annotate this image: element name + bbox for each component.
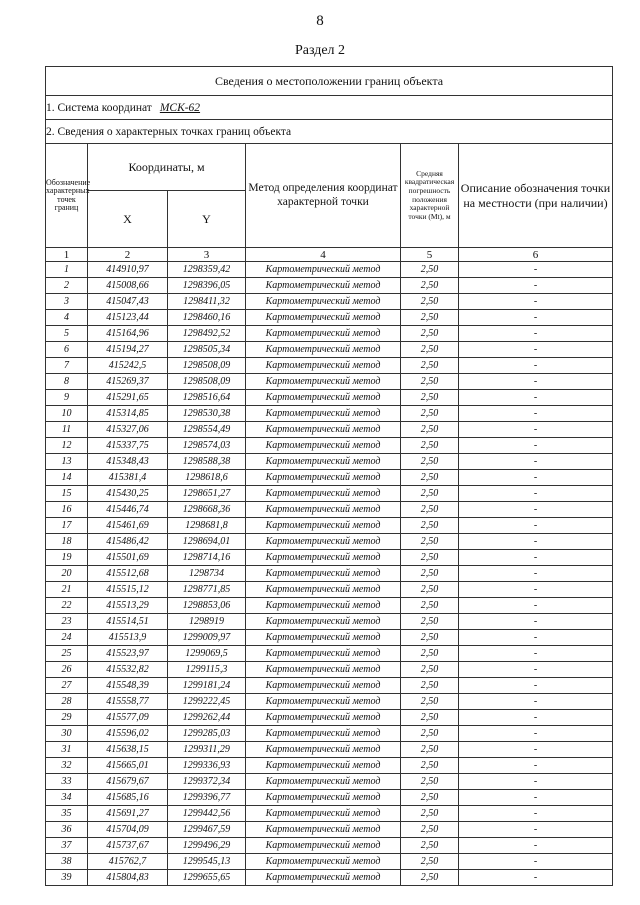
- table-row: [46, 390, 613, 406]
- cell-method: Картометрический метод: [246, 534, 401, 550]
- cell-point-number: 10: [46, 406, 88, 422]
- cell-x: 415515,12: [88, 582, 168, 598]
- cell-method: Картометрический метод: [246, 438, 401, 454]
- cell-error: 2,50: [401, 678, 459, 694]
- cell-description: -: [459, 342, 613, 358]
- cell-x: 415381,4: [88, 470, 168, 486]
- cell-description: -: [459, 278, 613, 294]
- cell-point-number: 18: [46, 534, 88, 550]
- cell-method: Картометрический метод: [246, 758, 401, 774]
- cell-error: 2,50: [401, 854, 459, 870]
- cell-point-number: 11: [46, 422, 88, 438]
- cell-y: 1298508,09: [168, 374, 246, 390]
- cell-error: 2,50: [401, 262, 459, 278]
- cell-point-number: 12: [46, 438, 88, 454]
- cell-description: -: [459, 390, 613, 406]
- cell-error: 2,50: [401, 486, 459, 502]
- cell-description: -: [459, 502, 613, 518]
- cell-y: 1299545,13: [168, 854, 246, 870]
- cell-description: -: [459, 662, 613, 678]
- cell-point-number: 7: [46, 358, 88, 374]
- cell-description: -: [459, 726, 613, 742]
- column-number: 1: [46, 248, 88, 262]
- cell-point-number: 23: [46, 614, 88, 630]
- cell-error: 2,50: [401, 598, 459, 614]
- cell-method: Картометрический метод: [246, 790, 401, 806]
- cell-method: Картометрический метод: [246, 598, 401, 614]
- coordinate-system-label: 1. Система координат: [46, 101, 152, 114]
- cell-error: 2,50: [401, 822, 459, 838]
- cell-x: 415548,39: [88, 678, 168, 694]
- cell-error: 2,50: [401, 694, 459, 710]
- cell-method: Картометрический метод: [246, 374, 401, 390]
- table-row: [46, 326, 613, 342]
- cell-error: 2,50: [401, 374, 459, 390]
- cell-method: Картометрический метод: [246, 854, 401, 870]
- cell-y: 1298734: [168, 566, 246, 582]
- cell-error: 2,50: [401, 758, 459, 774]
- table-row: [46, 598, 613, 614]
- cell-description: -: [459, 566, 613, 582]
- cell-error: 2,50: [401, 726, 459, 742]
- cell-error: 2,50: [401, 630, 459, 646]
- cell-x: 415685,16: [88, 790, 168, 806]
- cell-x: 415558,77: [88, 694, 168, 710]
- coordinate-system-row: [46, 96, 613, 120]
- cell-description: -: [459, 646, 613, 662]
- cell-description: -: [459, 854, 613, 870]
- cell-method: Картометрический метод: [246, 582, 401, 598]
- cell-error: 2,50: [401, 310, 459, 326]
- cell-y: 1298530,38: [168, 406, 246, 422]
- cell-x: 415047,43: [88, 294, 168, 310]
- cell-error: 2,50: [401, 502, 459, 518]
- cell-point-number: 19: [46, 550, 88, 566]
- cell-point-number: 6: [46, 342, 88, 358]
- table-row: [46, 566, 613, 582]
- cell-point-number: 29: [46, 710, 88, 726]
- cell-point-number: 35: [46, 806, 88, 822]
- cell-error: 2,50: [401, 790, 459, 806]
- cell-y: 1298618,6: [168, 470, 246, 486]
- cell-y: 1298492,52: [168, 326, 246, 342]
- cell-point-number: 37: [46, 838, 88, 854]
- cell-method: Картометрический метод: [246, 550, 401, 566]
- cell-point-number: 32: [46, 758, 88, 774]
- cell-point-number: 36: [46, 822, 88, 838]
- cell-error: 2,50: [401, 278, 459, 294]
- cell-x: 415430,25: [88, 486, 168, 502]
- cell-error: 2,50: [401, 614, 459, 630]
- cell-point-number: 21: [46, 582, 88, 598]
- table-row: [46, 646, 613, 662]
- cell-method: Картометрический метод: [246, 710, 401, 726]
- cell-method: Картометрический метод: [246, 502, 401, 518]
- cell-method: Картометрический метод: [246, 742, 401, 758]
- cell-point-number: 17: [46, 518, 88, 534]
- cell-method: Картометрический метод: [246, 822, 401, 838]
- table-row: [46, 630, 613, 646]
- cell-point-number: 22: [46, 598, 88, 614]
- cell-x: 415513,9: [88, 630, 168, 646]
- cell-point-number: 31: [46, 742, 88, 758]
- cell-error: 2,50: [401, 358, 459, 374]
- column-numbers-row: [46, 248, 613, 262]
- cell-x: 414910,97: [88, 262, 168, 278]
- cell-y: 1298919: [168, 614, 246, 630]
- cell-x: 415501,69: [88, 550, 168, 566]
- table-row: [46, 550, 613, 566]
- cell-description: -: [459, 838, 613, 854]
- cell-x: 415194,27: [88, 342, 168, 358]
- table-row: [46, 662, 613, 678]
- cell-method: Картометрический метод: [246, 662, 401, 678]
- cell-method: Картометрический метод: [246, 870, 401, 886]
- cell-description: -: [459, 758, 613, 774]
- cell-y: 1299009,97: [168, 630, 246, 646]
- cell-description: -: [459, 262, 613, 278]
- table-row: [46, 822, 613, 838]
- cell-x: 415348,43: [88, 454, 168, 470]
- cell-y: 1299285,03: [168, 726, 246, 742]
- table-row: [46, 854, 613, 870]
- cell-error: 2,50: [401, 534, 459, 550]
- cell-x: 415123,44: [88, 310, 168, 326]
- cell-description: -: [459, 518, 613, 534]
- cell-method: Картометрический метод: [246, 726, 401, 742]
- cell-error: 2,50: [401, 662, 459, 678]
- cell-x: 415532,82: [88, 662, 168, 678]
- table-row: [46, 422, 613, 438]
- cell-description: -: [459, 790, 613, 806]
- table-row: [46, 870, 613, 886]
- cell-y: 1299467,59: [168, 822, 246, 838]
- cell-description: -: [459, 550, 613, 566]
- column-number: 6: [459, 248, 613, 262]
- column-number: 2: [88, 248, 168, 262]
- cell-method: Картометрический метод: [246, 630, 401, 646]
- cell-y: 1299372,34: [168, 774, 246, 790]
- header-y: Y: [168, 191, 246, 248]
- boundary-table: [45, 66, 613, 886]
- header-error: Средняя квадратическая погрешность положения характерной точки (Mt), м: [401, 144, 459, 248]
- header-x: X: [88, 191, 168, 248]
- cell-x: 415291,65: [88, 390, 168, 406]
- cell-error: 2,50: [401, 838, 459, 854]
- cell-x: 415314,85: [88, 406, 168, 422]
- cell-method: Картометрический метод: [246, 422, 401, 438]
- cell-error: 2,50: [401, 582, 459, 598]
- table-row: [46, 502, 613, 518]
- cell-point-number: 39: [46, 870, 88, 886]
- cell-error: 2,50: [401, 326, 459, 342]
- cell-x: 415577,09: [88, 710, 168, 726]
- cell-method: Картометрический метод: [246, 342, 401, 358]
- cell-x: 415514,51: [88, 614, 168, 630]
- table-row: [46, 454, 613, 470]
- cell-description: -: [459, 630, 613, 646]
- cell-point-number: 24: [46, 630, 88, 646]
- cell-x: 415804,83: [88, 870, 168, 886]
- cell-point-number: 15: [46, 486, 88, 502]
- cell-x: 415461,69: [88, 518, 168, 534]
- cell-y: 1298694,01: [168, 534, 246, 550]
- cell-y: 1298574,03: [168, 438, 246, 454]
- cell-description: -: [459, 806, 613, 822]
- cell-description: -: [459, 326, 613, 342]
- cell-y: 1298411,32: [168, 294, 246, 310]
- cell-description: -: [459, 742, 613, 758]
- characteristic-points-label: 2. Сведения о характерных точках границ объекта: [46, 120, 613, 144]
- cell-error: 2,50: [401, 422, 459, 438]
- cell-point-number: 9: [46, 390, 88, 406]
- cell-y: 1299115,3: [168, 662, 246, 678]
- cell-y: 1298508,09: [168, 358, 246, 374]
- table-row: [46, 614, 613, 630]
- table-row: [46, 294, 613, 310]
- table-row: [46, 518, 613, 534]
- cell-method: Картометрический метод: [246, 838, 401, 854]
- cell-y: 1299655,65: [168, 870, 246, 886]
- cell-description: -: [459, 694, 613, 710]
- cell-y: 1298505,34: [168, 342, 246, 358]
- table-row: [46, 342, 613, 358]
- cell-y: 1298396,05: [168, 278, 246, 294]
- cell-y: 1299442,56: [168, 806, 246, 822]
- cell-method: Картометрический метод: [246, 518, 401, 534]
- cell-point-number: 26: [46, 662, 88, 678]
- table-row: [46, 694, 613, 710]
- cell-method: Картометрический метод: [246, 454, 401, 470]
- cell-point-number: 25: [46, 646, 88, 662]
- cell-point-number: 4: [46, 310, 88, 326]
- cell-point-number: 1: [46, 262, 88, 278]
- cell-error: 2,50: [401, 470, 459, 486]
- cell-description: -: [459, 870, 613, 886]
- cell-x: 415164,96: [88, 326, 168, 342]
- table-row: [46, 678, 613, 694]
- cell-x: 415327,06: [88, 422, 168, 438]
- cell-point-number: 27: [46, 678, 88, 694]
- header-method: Метод определения координат характерной точки: [246, 144, 401, 248]
- column-number: 5: [401, 248, 459, 262]
- cell-method: Картометрический метод: [246, 646, 401, 662]
- cell-y: 1298588,38: [168, 454, 246, 470]
- table-row: [46, 310, 613, 326]
- cell-point-number: 5: [46, 326, 88, 342]
- cell-error: 2,50: [401, 550, 459, 566]
- table-row: [46, 374, 613, 390]
- cell-y: 1299496,29: [168, 838, 246, 854]
- cell-description: -: [459, 678, 613, 694]
- cell-error: 2,50: [401, 454, 459, 470]
- cell-description: -: [459, 454, 613, 470]
- table-row: [46, 758, 613, 774]
- cell-method: Картометрический метод: [246, 774, 401, 790]
- cell-description: -: [459, 470, 613, 486]
- table-row: [46, 774, 613, 790]
- cell-x: 415008,66: [88, 278, 168, 294]
- cell-method: Картометрический метод: [246, 694, 401, 710]
- cell-y: 1298668,36: [168, 502, 246, 518]
- cell-description: -: [459, 822, 613, 838]
- table-row: [46, 278, 613, 294]
- page-number: 8: [316, 13, 324, 29]
- table-row: [46, 838, 613, 854]
- table-row: [46, 470, 613, 486]
- cell-y: 1298714,16: [168, 550, 246, 566]
- cell-y: 1299396,77: [168, 790, 246, 806]
- cell-point-number: 38: [46, 854, 88, 870]
- cell-description: -: [459, 374, 613, 390]
- table-row: [46, 726, 613, 742]
- cell-description: -: [459, 710, 613, 726]
- cell-method: Картометрический метод: [246, 614, 401, 630]
- cell-error: 2,50: [401, 406, 459, 422]
- table-row: [46, 262, 613, 278]
- cell-y: 1299222,45: [168, 694, 246, 710]
- cell-method: Картометрический метод: [246, 566, 401, 582]
- cell-error: 2,50: [401, 390, 459, 406]
- cell-description: -: [459, 358, 613, 374]
- cell-x: 415679,67: [88, 774, 168, 790]
- cell-method: Картометрический метод: [246, 470, 401, 486]
- cell-point-number: 33: [46, 774, 88, 790]
- cell-description: -: [459, 294, 613, 310]
- table-row: [46, 582, 613, 598]
- cell-y: 1299311,29: [168, 742, 246, 758]
- cell-description: -: [459, 486, 613, 502]
- cell-point-number: 14: [46, 470, 88, 486]
- cell-y: 1298651,27: [168, 486, 246, 502]
- cell-point-number: 13: [46, 454, 88, 470]
- header-point: Обозначение характерных точек границ: [46, 144, 88, 248]
- cell-description: -: [459, 598, 613, 614]
- cell-y: 1299069,5: [168, 646, 246, 662]
- cell-y: 1298771,85: [168, 582, 246, 598]
- cell-method: Картометрический метод: [246, 678, 401, 694]
- header-description: Описание обозначения точки на местности (при наличии): [459, 144, 613, 248]
- cell-point-number: 20: [46, 566, 88, 582]
- cell-point-number: 2: [46, 278, 88, 294]
- cell-x: 415704,09: [88, 822, 168, 838]
- cell-x: 415737,67: [88, 838, 168, 854]
- cell-y: 1298359,42: [168, 262, 246, 278]
- cell-error: 2,50: [401, 438, 459, 454]
- cell-point-number: 28: [46, 694, 88, 710]
- cell-x: 415512,68: [88, 566, 168, 582]
- cell-x: 415513,29: [88, 598, 168, 614]
- cell-x: 415337,75: [88, 438, 168, 454]
- cell-point-number: 3: [46, 294, 88, 310]
- cell-method: Картометрический метод: [246, 390, 401, 406]
- cell-x: 415762,7: [88, 854, 168, 870]
- cell-method: Картометрический метод: [246, 262, 401, 278]
- cell-error: 2,50: [401, 566, 459, 582]
- cell-x: 415486,42: [88, 534, 168, 550]
- cell-method: Картометрический метод: [246, 278, 401, 294]
- table-row: [46, 406, 613, 422]
- cell-y: 1299181,24: [168, 678, 246, 694]
- table-row: [46, 534, 613, 550]
- cell-description: -: [459, 774, 613, 790]
- table-row: [46, 438, 613, 454]
- cell-description: -: [459, 406, 613, 422]
- cell-x: 415596,02: [88, 726, 168, 742]
- cell-point-number: 16: [46, 502, 88, 518]
- cell-x: 415665,01: [88, 758, 168, 774]
- table-row: [46, 806, 613, 822]
- cell-error: 2,50: [401, 294, 459, 310]
- cell-description: -: [459, 582, 613, 598]
- table-title: Сведения о местоположении границ объекта: [46, 67, 613, 96]
- cell-method: Картометрический метод: [246, 358, 401, 374]
- cell-description: -: [459, 534, 613, 550]
- cell-y: 1299336,93: [168, 758, 246, 774]
- cell-y: 1299262,44: [168, 710, 246, 726]
- cell-y: 1298853,06: [168, 598, 246, 614]
- cell-x: 415446,74: [88, 502, 168, 518]
- cell-x: 415638,15: [88, 742, 168, 758]
- table-row: [46, 742, 613, 758]
- cell-method: Картометрический метод: [246, 294, 401, 310]
- cell-y: 1298554,49: [168, 422, 246, 438]
- table-row: [46, 486, 613, 502]
- cell-description: -: [459, 614, 613, 630]
- cell-description: -: [459, 310, 613, 326]
- cell-y: 1298681,8: [168, 518, 246, 534]
- cell-x: 415691,27: [88, 806, 168, 822]
- cell-error: 2,50: [401, 342, 459, 358]
- cell-description: -: [459, 438, 613, 454]
- cell-error: 2,50: [401, 646, 459, 662]
- cell-method: Картометрический метод: [246, 310, 401, 326]
- column-number: 3: [168, 248, 246, 262]
- table-row: [46, 710, 613, 726]
- cell-x: 415242,5: [88, 358, 168, 374]
- cell-x: 415269,37: [88, 374, 168, 390]
- column-number: 4: [246, 248, 401, 262]
- cell-description: -: [459, 422, 613, 438]
- cell-point-number: 8: [46, 374, 88, 390]
- cell-error: 2,50: [401, 806, 459, 822]
- cell-method: Картометрический метод: [246, 486, 401, 502]
- coordinate-system-value: МСК-62: [159, 101, 201, 114]
- section-title: Раздел 2: [294, 43, 346, 58]
- header-coordinates: Координаты, м: [88, 144, 246, 191]
- cell-method: Картометрический метод: [246, 406, 401, 422]
- cell-error: 2,50: [401, 870, 459, 886]
- cell-y: 1298460,16: [168, 310, 246, 326]
- cell-point-number: 34: [46, 790, 88, 806]
- cell-y: 1298516,64: [168, 390, 246, 406]
- cell-error: 2,50: [401, 774, 459, 790]
- table-row: [46, 790, 613, 806]
- table-row: [46, 358, 613, 374]
- cell-error: 2,50: [401, 742, 459, 758]
- cell-method: Картометрический метод: [246, 326, 401, 342]
- cell-x: 415523,97: [88, 646, 168, 662]
- cell-method: Картометрический метод: [246, 806, 401, 822]
- cell-point-number: 30: [46, 726, 88, 742]
- cell-error: 2,50: [401, 710, 459, 726]
- cell-error: 2,50: [401, 518, 459, 534]
